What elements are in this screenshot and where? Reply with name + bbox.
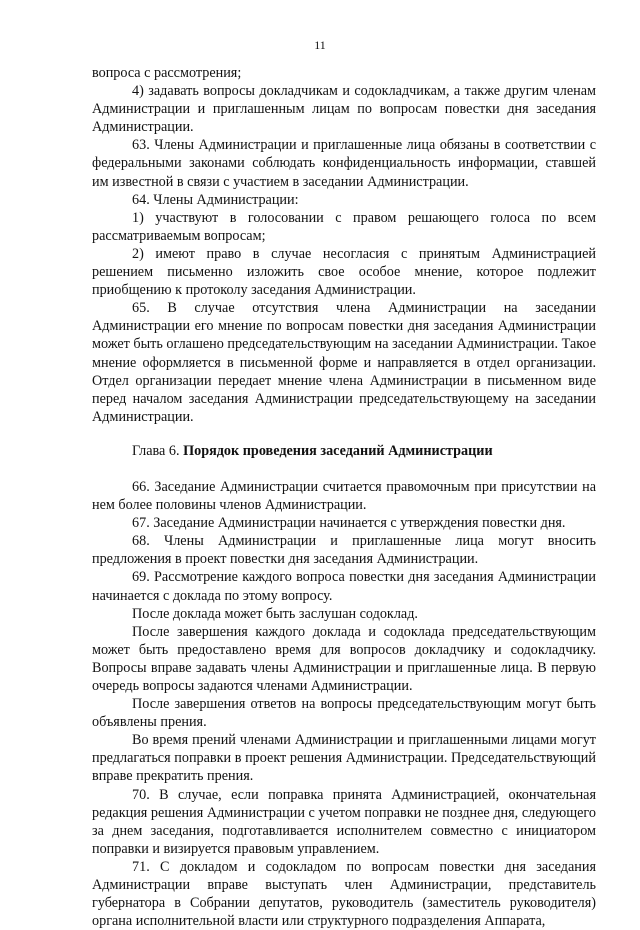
paragraph: После завершения ответов на вопросы председательствующим могут быть объявлены прения. bbox=[92, 696, 596, 731]
page-number: 11 bbox=[314, 38, 326, 52]
paragraph: 4) задавать вопросы докладчикам и содокладчикам, а также другим членам Администрации и приглашенным лицам по вопросам повестки дня заседания Администрации. bbox=[92, 83, 596, 136]
paragraph: 67. Заседание Администрации начинается с утверждения повестки дня. bbox=[132, 515, 566, 532]
paragraph: После завершения каждого доклада и содоклада председательствующим может быть предоставлено время для вопросов докладчику и содокладчику. Вопросы вправе задавать члены Администрации и приглашенные лица. В первую очередь вопросы задаются членами Администрации. bbox=[92, 623, 596, 694]
chapter-prefix: Глава 6. bbox=[132, 442, 184, 459]
document-body bbox=[92, 64, 596, 930]
chapter-title: Порядок проведения заседаний Администрации bbox=[183, 442, 493, 459]
paragraph: 2) имеют право в случае несогласия с принятым Администрацией решением письменно изложить свое особое мнение, которое подлежит приобщению к протоколу заседания Администрации. bbox=[92, 245, 596, 299]
paragraph: 64. Члены Администрации: bbox=[132, 191, 299, 208]
paragraph: 1) участвуют в голосовании с правом решающего голоса по всем рассматриваемым вопросам; bbox=[92, 209, 596, 244]
paragraph: 71. С докладом и содокладом по вопросам повестки дня заседания Администрации вправе выступать член Администрации, представитель губернатора в Собрании депутатов, руководитель (заместитель руководителя) органа исполнительной власти или структурного подразделения Аппарата, bbox=[92, 858, 596, 930]
paragraph: 70. В случае, если поправка принята Администрацией, окончательная редакция решения Администрации с учетом поправки не позднее дня, следующего за днем заседания, подготавливается исполнителем совместно с инициатором поправки и визируется правовым управлением. bbox=[92, 786, 596, 857]
paragraph: 63. Члены Администрации и приглашенные лица обязаны в соответствии с федеральными законами соблюдать конфиденциальность информации, ставшей им известной в связи с участием в заседании Администрации. bbox=[92, 137, 596, 190]
paragraph: 65. В случае отсутствия члена Администрации на заседании Администрации его мнение по вопросам повестки дня заседания Администрации может быть оглашено председательствующим на заседании Администрации. Такое мнение оформляется в письменной форме и направляется в отдел организации. Отдел организации передает мнение члена Администрации в письменном виде перед началом заседания Администрации председательствующему на заседании Администрации. bbox=[92, 300, 596, 425]
paragraph: 66. Заседание Администрации считается правомочным при присутствии на нем более половины членов Администрации. bbox=[92, 478, 596, 514]
paragraph: 68. Члены Администрации и приглашенные лица могут вносить предложения в проект повестки дня заседания Администрации. bbox=[92, 533, 596, 568]
chapter-heading bbox=[92, 442, 596, 460]
paragraph: Во время прений членами Администрации и приглашенными лицами могут предлагаться поправки в проект решения Администрации. Председательствующий вправе прекратить прения. bbox=[92, 732, 596, 785]
paragraph: 69. Рассмотрение каждого вопроса повестки дня заседания Администрации начинается с доклада по этому вопросу. bbox=[92, 569, 596, 604]
paragraph: вопроса с рассмотрения; bbox=[92, 65, 242, 81]
paragraph: После доклада может быть заслушан содоклад. bbox=[132, 605, 418, 622]
